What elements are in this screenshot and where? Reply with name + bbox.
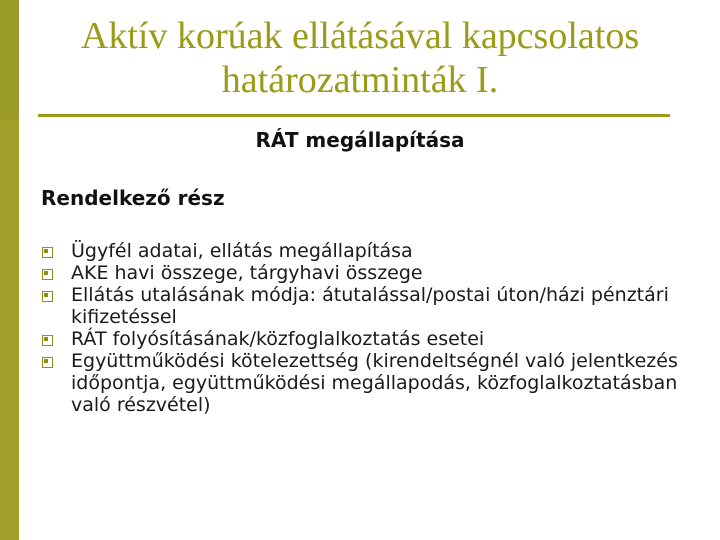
list-item — [41, 284, 691, 328]
list-item-text: Ellátás utalásának módja: átutalással/postai úton/házi pénztári kifizetéssel — [71, 284, 669, 328]
side-accent-bar-top — [0, 0, 19, 120]
list-item — [41, 240, 691, 262]
side-accent-bar-bottom — [0, 120, 19, 540]
slide-title — [30, 14, 690, 102]
list-item — [41, 328, 691, 350]
slide-title-line-1: Aktív korúak ellátásával kapcsolatos — [80, 15, 640, 57]
list-item-text: Együttműködési kötelezettség (kirendeltségnél való jelentkezés időpontja, együttműködési megállapodás, közfoglalkoztatásban való részvétel) — [71, 350, 678, 416]
list-item — [41, 262, 691, 284]
square-bullet-icon — [41, 262, 71, 284]
square-bullet-icon — [41, 240, 71, 262]
slide-subtitle: RÁT megállapítása — [255, 128, 465, 152]
bullet-list — [41, 240, 691, 416]
square-bullet-icon — [41, 328, 71, 350]
list-item-text: RÁT folyósításának/közfoglalkoztatás esetei — [71, 328, 485, 350]
section-heading: Rendelkező rész — [41, 186, 225, 210]
list-item — [41, 350, 691, 416]
title-divider — [38, 114, 670, 117]
list-item-text: Ügyfél adatai, ellátás megállapítása — [71, 240, 413, 262]
slide-title-line-2: határozatminták I. — [221, 59, 499, 101]
side-accent-bar — [0, 0, 19, 540]
square-bullet-icon — [41, 284, 71, 306]
list-item-text: AKE havi összege, tárgyhavi összege — [71, 262, 423, 284]
square-bullet-icon — [41, 350, 71, 372]
